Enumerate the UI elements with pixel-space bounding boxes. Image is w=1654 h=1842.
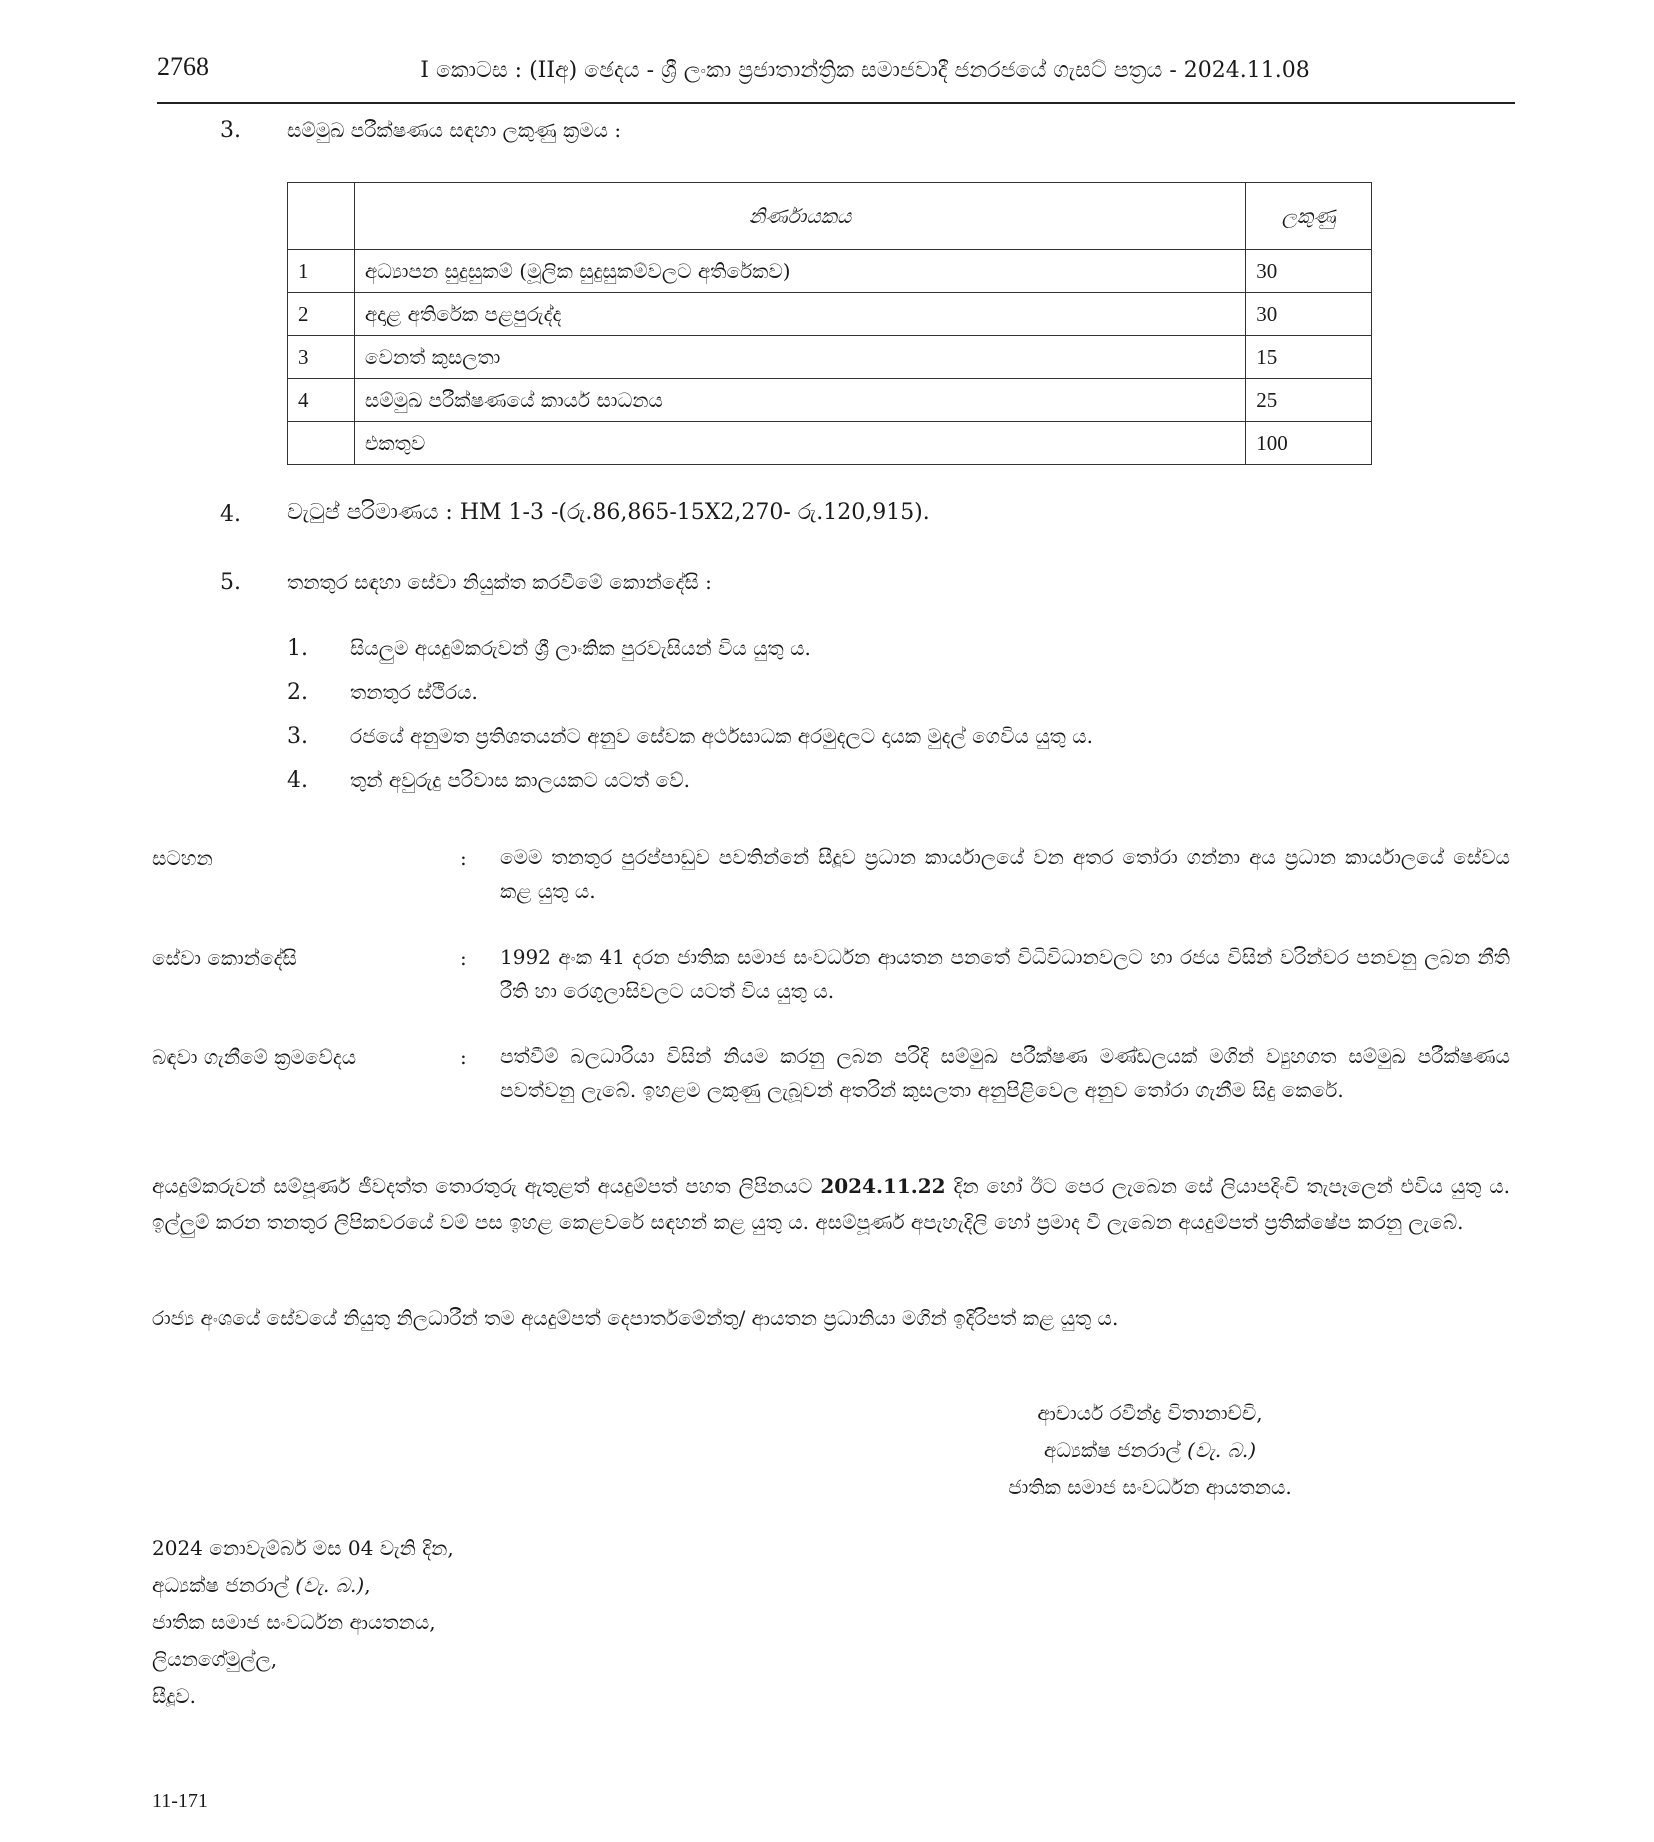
recruitment-method-colon: : [460, 1045, 467, 1069]
note-label: සටහන [152, 846, 213, 870]
service-conditions-text: 1992 අංක 41 දරන ජාතික සමාජ සංවර්ධන ආයතන පනතේ විධිවිධානවලට හා රජය විසින් වරින්වර පනවනු ලබන නීති රීති හා රෙගුලාසිවලට යටත් විය යුතු ය. [500, 945, 1510, 1003]
row-marks: 30 [1246, 250, 1372, 293]
signatory-title-acting: (වැ. බ.) [1187, 1438, 1257, 1462]
section-3-number: 3. [220, 118, 241, 143]
table-total-row [288, 422, 1372, 465]
row-criteria: සම්මුඛ පරීක්ෂණයේ කාර්ය සාධනය [354, 379, 1245, 422]
recruitment-method-text: පත්වීම් බලධාරියා විසින් නියම කරනු ලබන පරිදි සම්මුඛ පරීක්ෂණ මණ්ඩලයක් මගින් ව්‍යුහගත සම්මුඛ පරීක්ෂණය පවත්වනු ලැබේ. ඉහළම ලකුණු ලැබූවන් අතරින් කුසලතා අනුපිළිවෙල අනුව තෝරා ගැනීම සිදු කෙරේ. [500, 1044, 1510, 1102]
condition-text: සියලුම අයදුම්කරුවන් ශ්‍රී ලාංකික පුරවැසියන් විය යුතු ය. [350, 636, 811, 660]
row-criteria: අධ්‍යාපන සුදුසුකම් (මූලික සුදුසුකම්වලට අතිරේකව) [354, 250, 1245, 293]
address-block [152, 1530, 454, 1715]
condition-text: තනතුර ස්ථිරය. [350, 680, 478, 704]
address-date: 2024 නොවැම්බර් මස 04 වැනි දින, [152, 1536, 454, 1560]
note-colon: : [460, 846, 467, 870]
signatory-name: ආචාර්ය රවීන්ද්‍ර විතානාච්චි, [1037, 1401, 1263, 1425]
signatory-title-text: අධ්‍යක්ෂ ජනරාල් [1043, 1438, 1188, 1462]
note-text: මෙම තනතුර පුරප්පාඩුව පවතින්නේ සීදූව ප්‍රධාන කාර්යාලයේ වන අතර තෝරා ගන්නා අය ප්‍රධාන කාර්යාලයේ සේවය කළ යුතු ය. [500, 845, 1510, 903]
public-sector-note: රාජ්‍ය අංශයේ සේවයේ නියුතු නිලධාරීන් තම අයදුම්පත් දෙපාර්තමේන්තු/ ආයතන ප්‍රධානියා මගින් ඉදිරිපත් කළ යුතු ය. [152, 1306, 1119, 1330]
header-title: I කොටස : (IIඅ) ඡෙදය - ශ්‍රී ලංකා ප්‍රජාතාන්ත්‍රික සමාජවාදී ජනරජයේ ගැසට් පත්‍රය - 2024.11.08 [420, 58, 1310, 83]
section-4-number: 4. [220, 502, 241, 527]
total-label: එකතුව [354, 422, 1245, 465]
marks-table [287, 182, 1372, 465]
condition-number: 2. [287, 680, 308, 705]
address-locality: ලියනගේමුල්ල, [152, 1647, 278, 1671]
row-criteria: අදාළ අතිරේක පළපුරුද්ද [354, 293, 1245, 336]
signatory-org: ජාතික සමාජ සංවර්ධන ආයතනය. [1008, 1475, 1292, 1499]
closing-date: 2024.11.22 [820, 1174, 946, 1198]
table-row [288, 250, 1372, 293]
service-conditions-colon: : [460, 946, 467, 970]
section-3-title: සම්මුඛ පරීක්ෂණය සඳහා ලකුණු ක්‍රමය : [287, 118, 622, 142]
table-header-marks: ලකුණු [1246, 183, 1372, 250]
address-title-acting: (වැ. බ.) [295, 1573, 365, 1597]
header-divider [157, 102, 1515, 104]
condition-number: 1. [287, 636, 308, 661]
row-marks: 25 [1246, 379, 1372, 422]
row-number: 3 [288, 336, 355, 379]
row-number: 1 [288, 250, 355, 293]
footer-code: 11-171 [152, 1790, 208, 1812]
row-marks: 30 [1246, 293, 1372, 336]
table-row [288, 379, 1372, 422]
section-5-number: 5. [220, 570, 241, 595]
total-empty-cell [288, 422, 355, 465]
row-number: 4 [288, 379, 355, 422]
address-city: සීදූව. [152, 1684, 196, 1708]
instructions-text-start: අයදුම්කරුවන් සම්පූර්ණ ජීවදත්ත තොරතුරු ඇතුළත් අයදුම්පත් පහත ලිපිනයට [152, 1174, 821, 1198]
recruitment-method-label: බඳවා ගැනීමේ ක්‍රමවේදය [152, 1045, 357, 1069]
row-marks: 15 [1246, 336, 1372, 379]
address-title-text: අධ්‍යක්ෂ ජනරාල් [152, 1573, 296, 1597]
row-number: 2 [288, 293, 355, 336]
table-header-criteria: නිර්ණායකය [354, 183, 1245, 250]
address-title-comma: , [364, 1573, 371, 1597]
address-org: ජාතික සමාජ සංවර්ධන ආයතනය, [152, 1610, 436, 1634]
condition-number: 3. [287, 724, 308, 749]
table-header-no [288, 183, 355, 250]
table-row [288, 293, 1372, 336]
condition-number: 4. [287, 768, 308, 793]
signatory-title [850, 1432, 1450, 1469]
section-5-title: තනතුර සඳහා සේවා නියුක්ත කරවීමේ කොන්දේසි : [287, 570, 712, 594]
total-marks: 100 [1246, 422, 1372, 465]
table-header-row [288, 183, 1372, 250]
page-number: 2768 [157, 52, 209, 81]
application-instructions [152, 1168, 1510, 1240]
service-conditions-label: සේවා කොන්දේසි [152, 946, 297, 970]
condition-text: තුන් අවුරුදු පරිවාස කාලයකට යටත් වේ. [350, 768, 690, 792]
salary-scale: වැටුප් පරිමාණය : HM 1-3 -(රු.86,865-15X2,270- රු.120,915). [287, 500, 930, 525]
table-row [288, 336, 1372, 379]
signature-block [850, 1395, 1450, 1506]
instructions-text-end: දින හෝ ඊට පෙර ලැබෙන සේ ලියාපදිංචි තැපෑලෙන් එවිය යුතු ය. ඉල්ලුම් කරන තනතුර ලිපිකවරයේ වම් පස ඉහළ කෙළවරේ සඳහන් කළ යුතු ය. අසම්පූර්ණ අපැහැදිලි හෝ ප්‍රමාද වී ලැබෙන අයදුම්පත් ප්‍රතික්ෂේප කරනු ලැබේ. [152, 1174, 1510, 1234]
address-title [152, 1567, 454, 1604]
row-criteria: වෙනත් කුසලතා [354, 336, 1245, 379]
condition-text: රජයේ අනුමත ප්‍රතිශතයන්ට අනුව සේවක අර්ථසාධක අරමුදලට දායක මුදල් ගෙවිය යුතු ය. [350, 724, 1093, 748]
